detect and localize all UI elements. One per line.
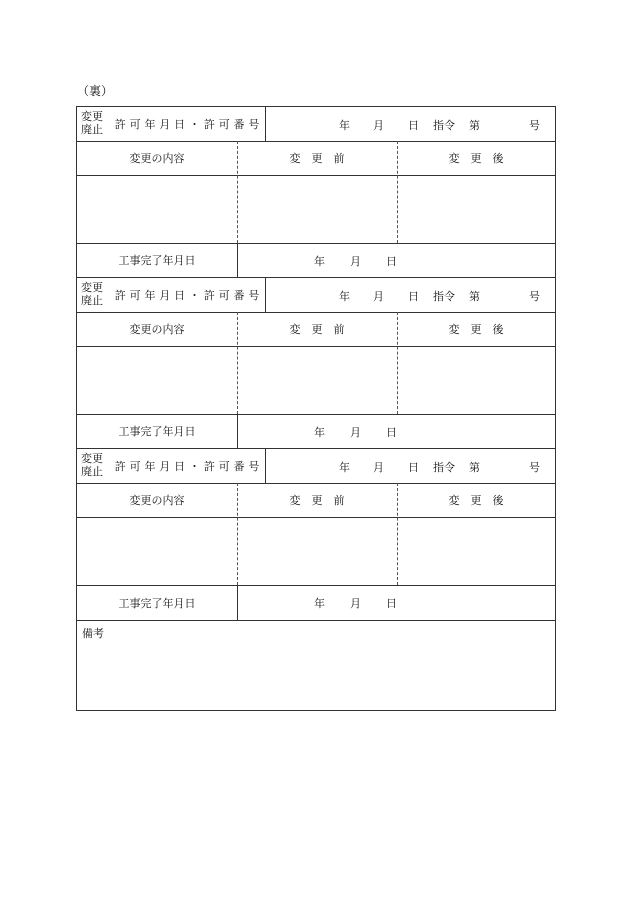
after-change-field[interactable] <box>397 175 555 243</box>
after-change-header: 変 更 後 <box>448 494 504 507</box>
before-change-field[interactable] <box>237 517 397 585</box>
before-change-header: 変 更 前 <box>289 494 345 507</box>
change-content-header: 変更の内容 <box>129 152 185 165</box>
after-change-field[interactable] <box>397 517 555 585</box>
completion-date-label: 工事完了年月日 <box>118 596 196 610</box>
completion-date-label: 工事完了年月日 <box>118 425 196 438</box>
remarks-field[interactable] <box>77 639 555 709</box>
change-content-header: 変更の内容 <box>129 323 185 336</box>
after-change-header: 変 更 後 <box>448 323 504 336</box>
completion-date-label: 工事完了年月日 <box>118 254 196 267</box>
change-abolish-label: 変更 廃止 <box>81 110 103 136</box>
before-change-field[interactable] <box>237 346 397 414</box>
change-content-field[interactable] <box>77 175 237 243</box>
change-content-field[interactable] <box>77 517 237 585</box>
permit-date-number-label: 許可年月日・許可番号 <box>114 118 264 131</box>
change-record-form: 変更 廃止 許可年月日・許可番号 年 月 日 指令 第 号 変更の内容 変 更 前 変 更 後 工事完了年月日 年 月 日 変更 廃止 許可年月日・許可番号 年 月 日 指令 第 号 変更の内容 変 更 前 変 更 後 工事完了年月日 年 月 日 変更 廃止 許可年月日・許可番号 年 月 日 指令 第 号 変更の内容 変 更 前 変 更 後 工事完了年月日 年 月 日 備考 <box>76 106 556 711</box>
permit-date-number-label: 許可年月日・許可番号 <box>114 460 264 473</box>
change-content-field[interactable] <box>77 346 237 414</box>
after-change-field[interactable] <box>397 346 555 414</box>
permit-date-number-label: 許可年月日・許可番号 <box>114 289 264 302</box>
before-change-field[interactable] <box>237 175 397 243</box>
change-abolish-label: 変更 廃止 <box>81 281 103 307</box>
before-change-header: 変 更 前 <box>289 152 345 165</box>
after-change-header: 変 更 後 <box>448 152 504 165</box>
page-label: （裏） <box>77 84 114 98</box>
remarks-label: 備考 <box>82 627 104 640</box>
change-content-header: 変更の内容 <box>129 494 185 507</box>
before-change-header: 変 更 前 <box>289 323 345 336</box>
change-abolish-label: 変更 廃止 <box>81 452 103 478</box>
